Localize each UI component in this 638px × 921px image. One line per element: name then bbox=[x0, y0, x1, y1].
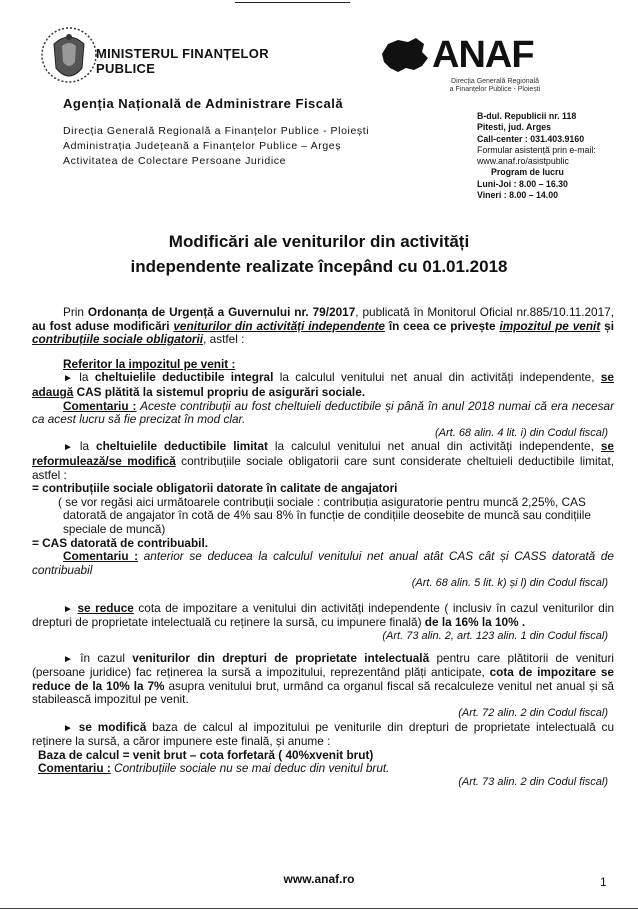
legal-reference-4: (Art. 72 alin. 2 din Codul fiscal) bbox=[458, 707, 608, 720]
comment-2: Comentariu : anterior se deducea la calculul venitului net anual atât CAS cât și CASS datorată de contribuabil bbox=[32, 549, 614, 577]
bullet-arrow-icon: ► bbox=[63, 653, 73, 665]
direction-line: Direcția Generală Regională a Finanțelor Publice - Ploiești bbox=[63, 125, 370, 137]
document-title bbox=[0, 229, 638, 279]
ministry-title bbox=[96, 46, 269, 76]
bullet-arrow-icon: ► bbox=[63, 603, 73, 615]
paragraph-calc-base: ► se modifică baza de calcul al impozitului pe veniturile din drepturi de proprietate intelectuală cu reținere la sursă, a căror impunere este finală, și anume : bbox=[32, 719, 615, 749]
bottom-rule bbox=[0, 908, 638, 909]
calc-base-formula: Baza de calcul = venit brut – cota forfetară ( 40%xvenit brut) bbox=[38, 747, 374, 762]
footer-url[interactable]: www.anaf.ro bbox=[283, 872, 355, 886]
agency-name: Agenția Națională de Administrare Fiscală bbox=[63, 96, 344, 111]
title-line-1: Modificări ale veniturilor din activități bbox=[168, 232, 470, 251]
title-line-2: independente realizate începând cu 01.01.2018 bbox=[130, 257, 508, 276]
paragraph-tax-rate: ► se reduce cota de impozitare a venitului din activități independente ( inclusiv în cazul veniturilor din drepturi de proprietate intelectuală cu reținere la sursă, cu impunere finală) de la 16% la 10% . bbox=[32, 600, 615, 630]
contact-address: B-dul. Republicii nr. 118 bbox=[477, 111, 577, 121]
romania-coat-of-arms-icon bbox=[40, 22, 98, 92]
logo-caption bbox=[425, 78, 565, 94]
paragraph-deductible-limited: ► la cheltuielile deductibile limitat la calculul venitului net anual din activități independente, se reformulează/se modifică contribuțiile sociale obligatorii care sunt considerate cheltuieli deductibile limitat, astfel : bbox=[32, 439, 614, 482]
program-title: Program de lucru bbox=[491, 167, 564, 178]
anaf-logo-text: ANAF bbox=[432, 34, 534, 76]
ministry-line-1: MINISTERUL FINANȚELOR bbox=[96, 46, 269, 61]
logo-caption-line-2: a Finanțelor Publice - Ploiești bbox=[449, 86, 541, 93]
romania-map-icon bbox=[378, 36, 430, 76]
intro-paragraph: Prin Ordonanța de Urgență a Guvernului nr. 79/2017, publicată în Monitorul Oficial nr.885/10.11.2017, au fost aduse modificări veniturilor din activități independente în ceea ce privește impozitul pe venit și contribuțiile sociale obligatorii, astfel : bbox=[32, 305, 615, 347]
legal-reference-2: (Art. 68 alin. 5 lit. k) și l) din Codul fiscal) bbox=[411, 577, 608, 590]
contact-form-link[interactable]: www.anaf.ro/asistpublic bbox=[477, 156, 569, 167]
comment-1: Comentariu : Aceste contribuții au fost cheltuieli deductibile și până în anul 2018 numai că era necesar ca acest lucru să fie precizat în mod clar. bbox=[32, 398, 614, 427]
list-item-employer-contrib: = contribuțiile sociale obligatorii datorate în calitate de angajatori bbox=[32, 481, 398, 496]
contact-city: Pitesti, jud. Arges bbox=[477, 122, 551, 133]
direction-line: Activitatea de Colectare Persoane Juridice bbox=[63, 155, 287, 167]
logo-caption-line-1: Direcția Generală Regională bbox=[451, 78, 539, 85]
program-mon-thu: Luni-Joi : 8.00 – 16.30 bbox=[477, 178, 568, 189]
bullet-arrow-icon: ► bbox=[63, 373, 73, 385]
top-rule bbox=[235, 2, 350, 3]
legal-reference-5: (Art. 73 alin. 2 din Codul fiscal) bbox=[458, 776, 608, 788]
page-number: 1 bbox=[600, 875, 607, 889]
legal-reference-3: (Art. 73 alin. 2, art. 123 alin. 1 din Codul fiscal) bbox=[382, 630, 608, 643]
bullet-arrow-icon: ► bbox=[63, 442, 73, 454]
list-item-cas: = CAS datorată de contribuabil. bbox=[32, 535, 208, 550]
paragraph-intellectual-property: ► în cazul veniturilor din drepturi de proprietate intelectuală pentru care plătitorii de venituri (persoane juridice) fac reținerea la sursă a impozitului, reprezentând plăți anticipate, cota de impozitare se reduce de la 10% la 7% asupra venitului brut, urmând ca organul fiscal să recalculeze venitul net anual și să stabilească impozitul pe venit. bbox=[32, 650, 614, 707]
comment-3: Comentariu : Contribuțiile sociale nu se mai deduc din venitul brut. bbox=[38, 761, 390, 776]
paragraph-deductible-integral: ► la cheltuielile deductibile integral la calculul venitului net anual din activități independente, se adaugă CAS plătită la sistemul propriu de asigurări sociale. bbox=[32, 370, 614, 399]
contact-form-label: Formular asistență prin e-mail: bbox=[477, 144, 596, 155]
program-fri: Vineri : 8.00 – 14.00 bbox=[477, 190, 559, 201]
directions-block bbox=[63, 124, 369, 169]
ministry-line-2: PUBLICE bbox=[96, 61, 156, 76]
legal-reference-1: (Art. 68 alin. 4 lit. i) din Codul fiscal) bbox=[434, 426, 608, 439]
list-item-details: ( se vor regăsi aici următoarele contribuții sociale : contribuția asiguratorie pentru muncă 2,25%, CAS datorată de angajator în cotă de 4% sau 8% în funcție de condițiile deosebite de muncă sau condițiile speciale de muncă) bbox=[58, 494, 591, 536]
direction-line: Administrația Județeană a Finanțelor Publice – Argeș bbox=[63, 140, 342, 152]
bullet-arrow-icon: ► bbox=[63, 722, 73, 734]
section-heading: Referitor la impozitul pe venit : bbox=[63, 356, 236, 371]
document-body bbox=[32, 306, 614, 790]
contact-block bbox=[477, 111, 596, 201]
contact-phone: Call-center : 031.403.9160 bbox=[477, 133, 585, 144]
